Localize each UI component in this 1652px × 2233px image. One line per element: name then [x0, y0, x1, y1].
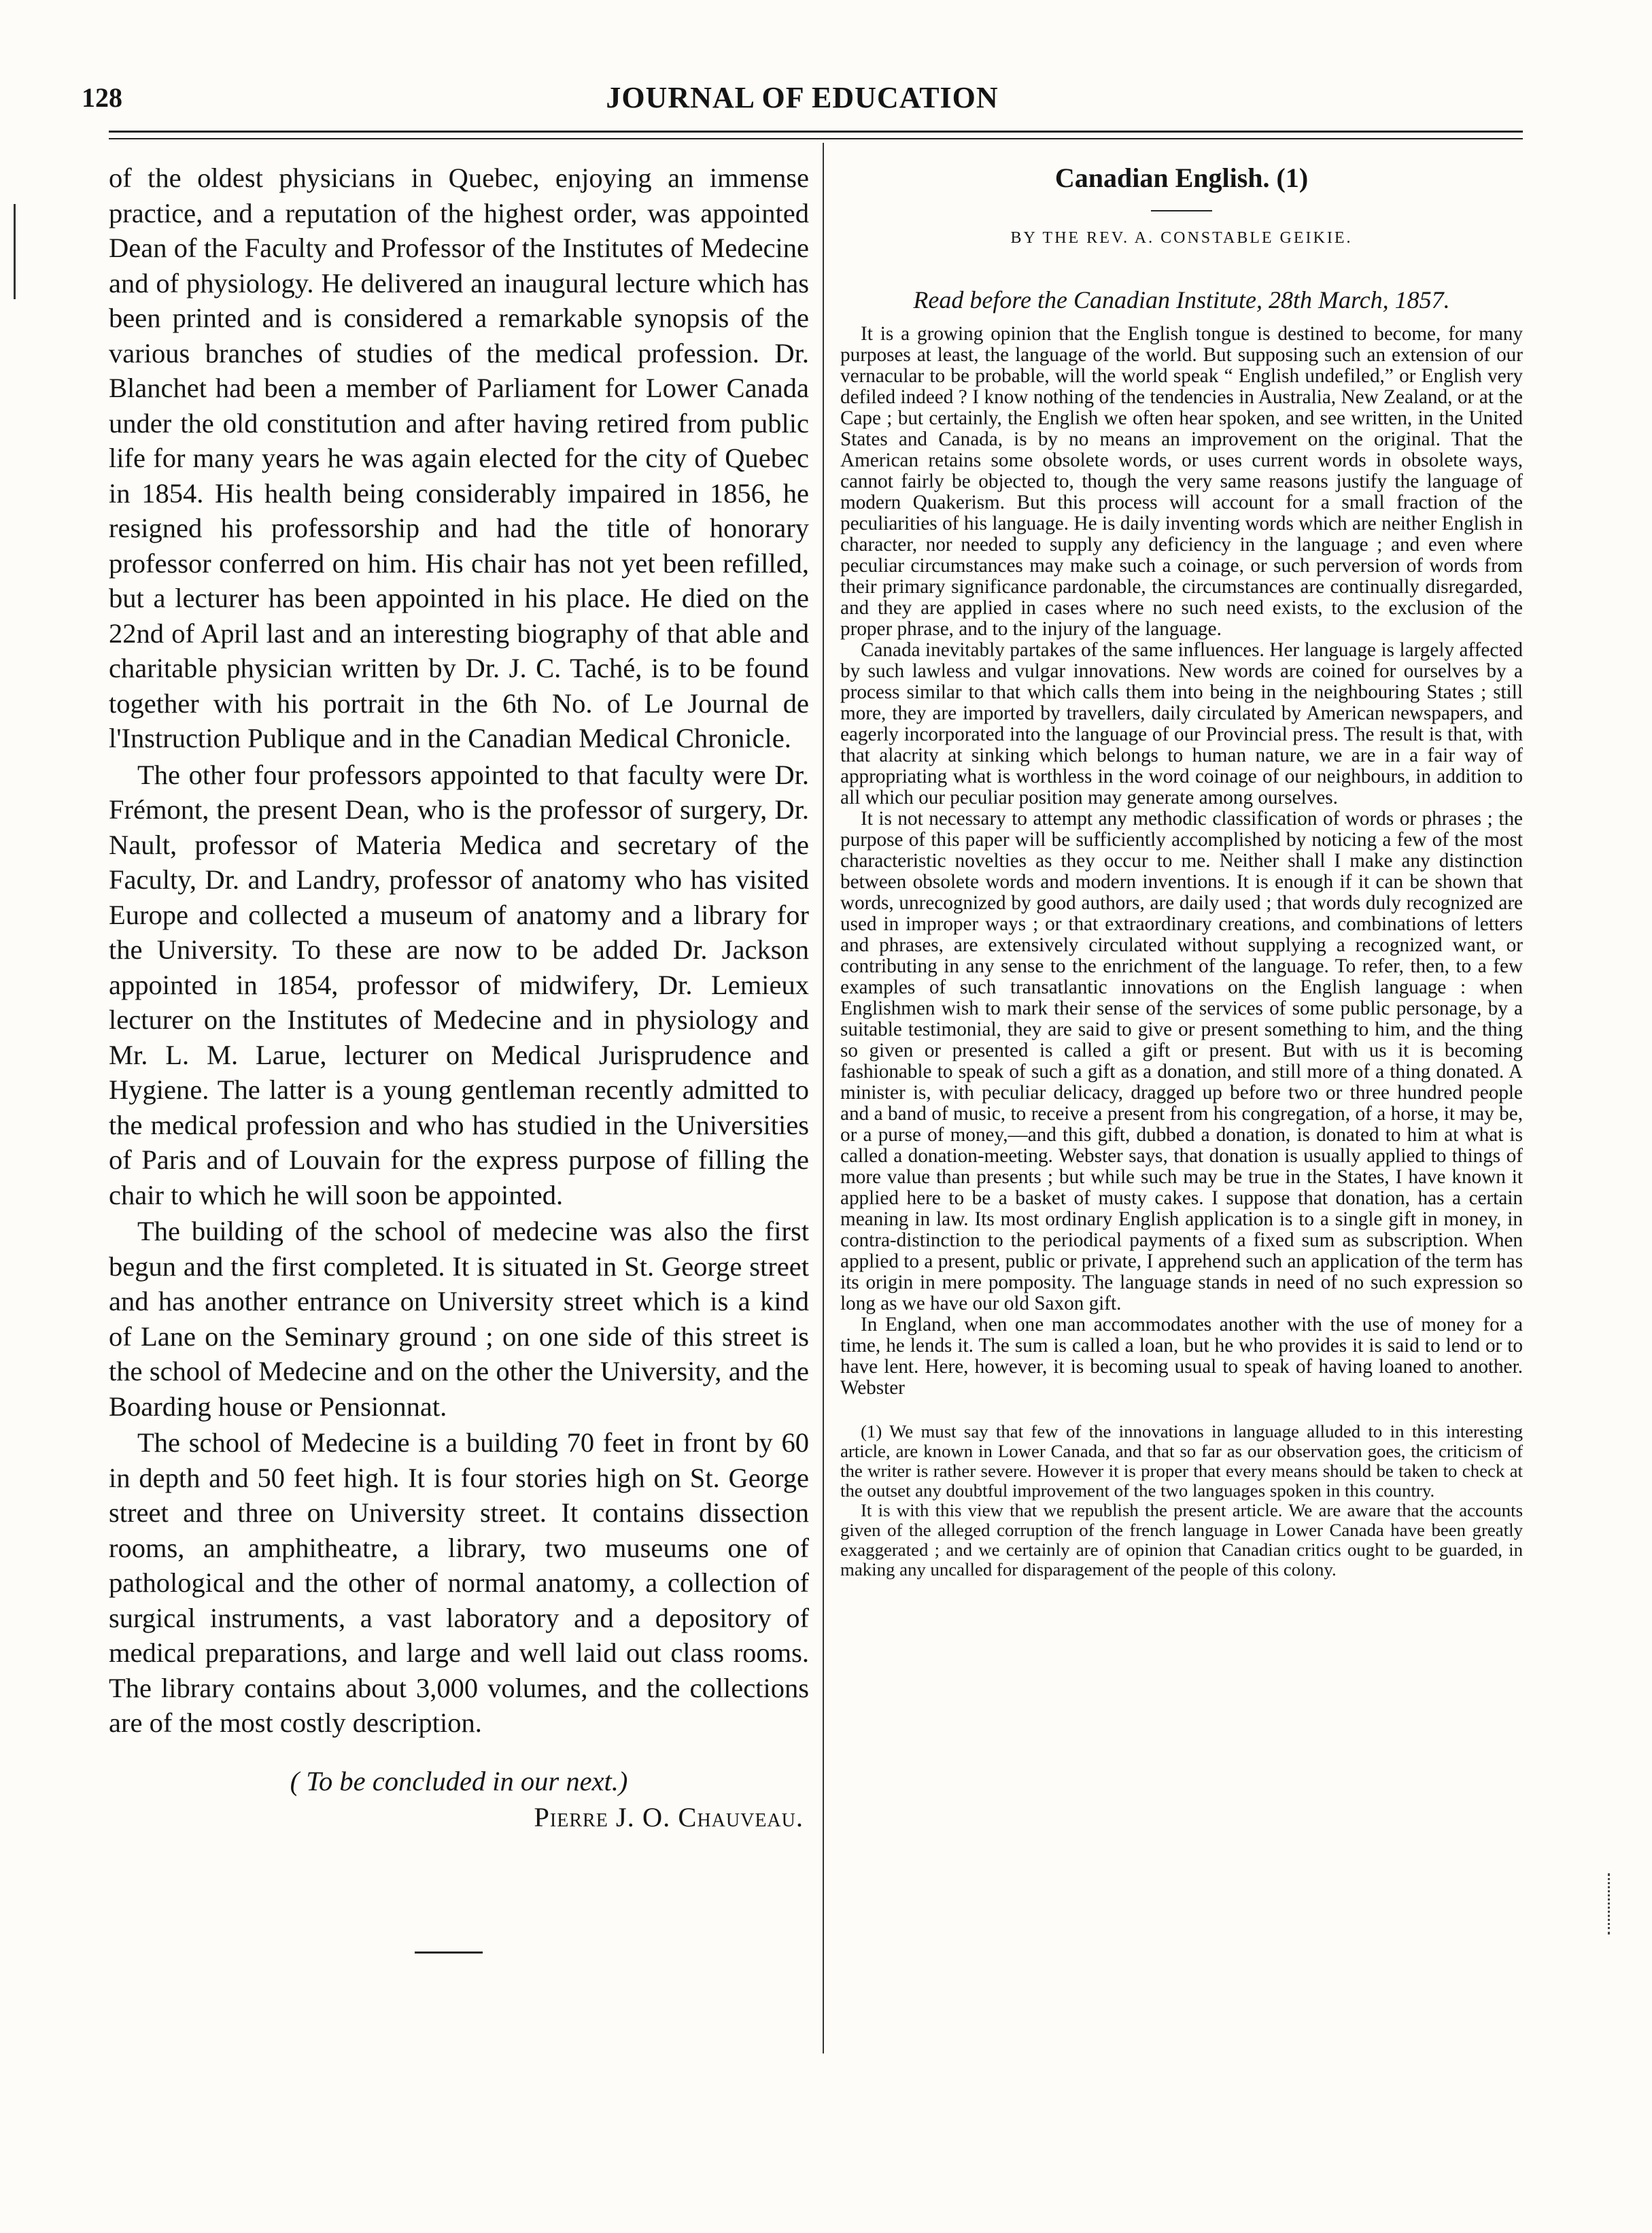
journal-title: JOURNAL OF EDUCATION — [606, 81, 999, 114]
author-signature: Pierre J. O. Chauveau. — [534, 1802, 804, 1833]
page-header — [82, 76, 1523, 120]
article-body — [840, 324, 1523, 1399]
left-paragraph: of the oldest physicians in Quebec, enjoying an immense practice, and a reputation of the highest order, was appointed Dean of the Faculty and Professor of the Institutes of Medecine and of physiology. He delivered an inaugural lecture which has been printed and is considered a remarkable synopsis of the various branches of studies of the medical profession. Dr. Blanchet had been a member of Parliament for Lower Canada under the old constitution and after having retired from public life for many years he was again elected for the city of Quebec in 1854. His health being considerably impaired in 1856, he resigned his professorship and had the title of honorary professor conferred on him. His chair has not yet been refilled, but a lecturer has been appointed in his place. He died on the 22nd of April last and an interesting biography of that able and charitable physician written by Dr. J. C. Taché, is to be found together with his portrait in the 6th No. of Le Journal de l'Instruction Publique and in the Canadian Medical Chronicle. — [109, 163, 809, 753]
to-be-concluded: ( To be concluded in our next.) — [290, 1765, 628, 1796]
article-title: Canadian English. (1) — [1054, 163, 1309, 193]
footnote: (1) We must say that few of the innovations in language alluded to in this interesting article, are known in Lower Canada, and that so far as our observation goes, the criticism of the writer is rather severe. However it is proper that every means should be taken to check at the outset any doubtful improvement of the two languages spoken in this country. — [840, 1421, 1523, 1501]
title-rule — [1151, 210, 1212, 211]
byline: BY THE REV. A. CONSTABLE GEIKIE. — [1010, 229, 1353, 247]
edge-mark — [1608, 1873, 1610, 1934]
article-paragraph: It is a growing opinion that the English tongue is destined to become, for many purposes at least, the language of the world. But supposing such an extension of our vernacular to be probable, will the world speak “ English undefiled,” or English very defiled indeed ? I know nothing of the tendencies in Australia, New Zealand, or at the Cape ; but certainly, the English we often hear spoken, and see written, in the United States and Canada, is by no means an improvement on the original. That the American retains some obsolete words, or uses current words in obsolete ways, cannot fairly be objected to, though the very same reasons justify the language of modern Quakerism. But this process will account for a small fraction of the peculiarities of his language. He is daily inventing words which are neither English in character, nor needed to supply any deficiency in the language ; and even where peculiar circumstances may make such a coinage, or such perversion of words from their primary significance pardonable, the circumstances are continually disregarded, and they are applied in cases where no such need exists, to the exclusion of the proper phrase, and to the injury of the language. — [840, 323, 1523, 640]
left-column — [109, 160, 809, 1835]
column-divider — [823, 143, 824, 2053]
article-paragraph: Canada inevitably partakes of the same influences. Her language is largely affected by such lawless and vulgar innovations. New words are coined for ourselves by a process similar to that which calls them into being in the neighbouring States ; still more, they are imported by travellers, daily circulated by American newspapers, and eagerly incorporated into the language of our Provincial press. The result is that, with that alacrity at sinking which belongs to human nature, we are in a fair way of appropriating what is worthless in the word coinage of our neighbours, in addition to all which our peculiar position may generate among ourselves. — [840, 639, 1523, 808]
edge-mark — [14, 204, 16, 299]
end-rule — [415, 1951, 483, 1954]
left-paragraph: The other four professors appointed to that faculty were Dr. Frémont, the present Dean, who is the professor of surgery, Dr. Nault, professor of Materia Medica and secretary of the Faculty, Dr. and Landry, professor of anatomy who has visited Europe and collected a museum of anatomy and a library for the University. To these are now to be added Dr. Jackson appointed in 1854, professor of midwifery, Dr. Lemieux lecturer on the Institutes of Medecine and in physiology and Mr. L. M. Larue, lecturer on Medical Jurisprudence and Hygiene. The latter is a young gentleman recently admitted to the medical profession and who has studied in the Universities of Paris and of Louvain for the express purpose of filling the chair to which he will soon be appointed. — [109, 759, 809, 1210]
left-paragraph: The school of Medecine is a building 70 feet in front by 60 in depth and 50 feet high. It is four stories high on St. George street and three on University street. It contains dissection rooms, an amphitheatre, a library, two museums one of pathological and the other of normal anatomy, a collection of surgical instruments, a vast laboratory and a depository of medical preparations, and large and well laid out class rooms. The library contains about 3,000 volumes, and the collections are of the most costly description. — [109, 1427, 809, 1738]
page-number: 128 — [82, 82, 122, 113]
article-paragraph: In England, when one man accommodates another with the use of money for a time, he lends it. The sum is called a loan, but he who provides it is said to lend or to have lent. Here, however, it is becoming usual to speak of having loaned to another. Webster — [840, 1314, 1523, 1399]
left-paragraph: The building of the school of medecine was also the first begun and the first completed. It is situated in St. George street and has another entrance on University street which is a kind of Lane on the Seminary ground ; on one side of this street is the school of Medecine and on the other the University, and the Boarding house or Pensionnat. — [109, 1216, 809, 1422]
read-before-note: Read before the Canadian Institute, 28th March, 1857. — [913, 286, 1450, 313]
right-column — [840, 162, 1523, 1580]
header-rule — [109, 131, 1523, 139]
footnotes — [840, 1422, 1523, 1580]
footnote: It is with this view that we republish the present article. We are aware that the accounts given of the alleged corruption of the french language in Lower Canada have been greatly exaggerated ; and we certainly are of opinion that Canadian critics ought to be guarded, in making any uncalled for disparagement of the people of this colony. — [840, 1500, 1523, 1580]
article-paragraph: It is not necessary to attempt any methodic classification of words or phrases ; the purpose of this paper will be sufficiently accomplished by noticing a few of the most characteristic novelties as they occur to me. Neither shall I make any distinction between obsolete words and modern inventions. It is enough if it can be shown that words, unrecognized by good authors, are daily used ; that words duly recognized are used in improper ways ; or that extraordinary creations, and combinations of letters and phrases, are extensively circulated without supplying a recognized want, or contributing in any sense to the enrichment of the language. To refer, then, to a few examples of such transatlantic innovations on the English language : when Englishmen wish to mark their sense of the services of some public personage, by a suitable testimonial, they are said to give or present something to him, and the thing so given or presented is called a gift or present. But with us it is becoming fashionable to speak of such a gift as a donation, and still more of a thing donated. A minister is, with peculiar delicacy, dragged up before two or three hundred people and a band of music, to receive a present from his congregation, of a horse, it may be, or a purse of money,—and this gift, dubbed a donation, is donated to him at what is called a donation-meeting. Webster says, that donation is usually applied to things of more value than presents ; but while such may be true in the States, I have known it applied here to be a basket of musty cakes. I suppose that donation, has a certain meaning in law. Its most ordinary English application is to a single gift in money, in contra-distinction to the periodical payments of a fixed sum as subscription. When applied to a present, public or private, I apprehend such an application of the term has its origin in mere pomposity. The language stands in need of no such expression so long as we have our old Saxon gift. — [840, 808, 1523, 1314]
